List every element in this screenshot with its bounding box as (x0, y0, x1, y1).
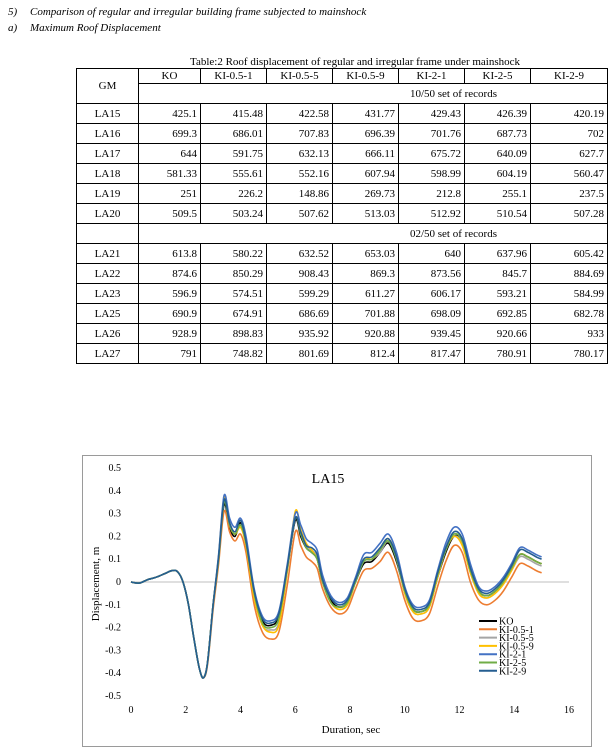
value-cell: 429.43 (399, 104, 465, 124)
value-cell: 908.43 (267, 264, 333, 284)
value-cell: 148.86 (267, 184, 333, 204)
y-tick-label: 0 (116, 577, 121, 588)
roof-displacement-chart (82, 455, 592, 747)
value-cell: 560.47 (531, 164, 608, 184)
group-label: 02/50 set of records (139, 224, 608, 244)
value-cell: 791 (139, 344, 201, 364)
value-cell: 507.28 (531, 204, 608, 224)
table-row (77, 244, 608, 264)
table-row (77, 164, 608, 184)
value-cell: 780.17 (531, 344, 608, 364)
value-cell: 748.82 (201, 344, 267, 364)
legend-label: KI-0.5-5 (499, 633, 534, 645)
column-header: KI-2-5 (465, 69, 531, 84)
table-row (77, 204, 608, 224)
subsection-heading-a: a) Maximum Roof Displacement (8, 22, 161, 34)
table-row (77, 324, 608, 344)
column-header: KI-0.5-1 (201, 69, 267, 84)
value-cell: 632.13 (267, 144, 333, 164)
gm-cell: LA22 (77, 264, 139, 284)
value-cell: 801.69 (267, 344, 333, 364)
gm-cell: LA26 (77, 324, 139, 344)
gm-cell: LA21 (77, 244, 139, 264)
value-cell: 226.2 (201, 184, 267, 204)
column-header: KO (139, 69, 201, 84)
table-caption: Table:2 Roof displacement of regular and irregular frame under mainshock (190, 56, 521, 68)
gm-cell: LA18 (77, 164, 139, 184)
x-tick-label: 4 (238, 705, 243, 716)
value-cell: 780.91 (465, 344, 531, 364)
value-cell: 845.7 (465, 264, 531, 284)
legend-label: KI-0.5-1 (499, 624, 534, 636)
legend-label: KI-0.5-9 (499, 641, 534, 653)
y-tick-label: -0.5 (105, 691, 121, 702)
x-tick-label: 0 (128, 705, 134, 716)
value-cell: 701.88 (333, 304, 399, 324)
y-tick-label: 0.2 (108, 531, 121, 543)
value-cell: 581.33 (139, 164, 201, 184)
value-cell: 696.39 (333, 124, 399, 144)
value-cell: 686.69 (267, 304, 333, 324)
value-cell: 513.03 (333, 204, 399, 224)
value-cell: 690.9 (139, 304, 201, 324)
value-cell: 604.19 (465, 164, 531, 184)
value-cell: 637.96 (465, 244, 531, 264)
table-row (77, 184, 608, 204)
table-row (77, 304, 608, 324)
value-cell: 884.69 (531, 264, 608, 284)
value-cell: 212.8 (399, 184, 465, 204)
value-cell: 237.5 (531, 184, 608, 204)
value-cell: 692.85 (465, 304, 531, 324)
table-row (77, 284, 608, 304)
y-tick-label: 0.4 (108, 485, 121, 497)
gm-cell: LA17 (77, 144, 139, 164)
gm-cell: LA23 (77, 284, 139, 304)
value-cell: 599.29 (267, 284, 333, 304)
value-cell: 935.92 (267, 324, 333, 344)
x-tick-label: 16 (564, 705, 574, 716)
x-tick-label: 14 (509, 705, 520, 716)
x-tick-label: 6 (292, 705, 298, 716)
legend-label: KI-2-5 (499, 658, 527, 669)
value-cell: 596.9 (139, 284, 201, 304)
value-cell: 674.91 (201, 304, 267, 324)
y-axis-label: Displacement, m (90, 546, 102, 622)
value-cell: 817.47 (399, 344, 465, 364)
value-cell: 420.19 (531, 104, 608, 124)
value-cell: 653.03 (333, 244, 399, 264)
column-header: KI-2-1 (399, 69, 465, 84)
table-row (77, 124, 608, 144)
value-cell: 687.73 (465, 124, 531, 144)
value-cell: 611.27 (333, 284, 399, 304)
y-tick-label: 0.1 (108, 554, 121, 566)
y-tick-label: 0.3 (108, 508, 121, 520)
value-cell: 584.99 (531, 284, 608, 304)
value-cell: 920.66 (465, 324, 531, 344)
group-label-row (77, 224, 608, 244)
value-cell: 251 (139, 184, 201, 204)
value-cell: 255.1 (465, 184, 531, 204)
group-label-blank (77, 224, 139, 244)
value-cell: 707.83 (267, 124, 333, 144)
value-cell: 552.16 (267, 164, 333, 184)
gm-cell: LA16 (77, 124, 139, 144)
chart-canvas (83, 456, 591, 746)
value-cell: 509.5 (139, 204, 201, 224)
value-cell: 698.09 (399, 304, 465, 324)
value-cell: 580.22 (201, 244, 267, 264)
y-tick-label: -0.1 (105, 599, 121, 611)
value-cell: 512.92 (399, 204, 465, 224)
value-cell: 632.52 (267, 244, 333, 264)
column-header: KI-2-9 (531, 69, 608, 84)
x-tick-label: 10 (399, 705, 410, 716)
value-cell: 593.21 (465, 284, 531, 304)
value-cell: 503.24 (201, 204, 267, 224)
value-cell: 873.56 (399, 264, 465, 284)
chart-title: LA15 (311, 472, 345, 487)
value-cell: 627.7 (531, 144, 608, 164)
value-cell: 686.01 (201, 124, 267, 144)
legend-label: KO (499, 616, 514, 628)
table-header-row (77, 69, 608, 84)
value-cell: 702 (531, 124, 608, 144)
gm-cell: LA15 (77, 104, 139, 124)
value-cell: 644 (139, 144, 201, 164)
value-cell: 422.58 (267, 104, 333, 124)
value-cell: 431.77 (333, 104, 399, 124)
y-tick-label: -0.3 (105, 645, 121, 657)
value-cell: 613.8 (139, 244, 201, 264)
legend-label: KI-2-9 (499, 666, 527, 678)
value-cell: 598.99 (399, 164, 465, 184)
table-row (77, 344, 608, 364)
value-cell: 933 (531, 324, 608, 344)
gm-cell: LA27 (77, 344, 139, 364)
value-cell: 507.62 (267, 204, 333, 224)
table-row (77, 144, 608, 164)
value-cell: 555.61 (201, 164, 267, 184)
table-row (77, 264, 608, 284)
value-cell: 666.11 (333, 144, 399, 164)
value-cell: 701.76 (399, 124, 465, 144)
x-tick-label: 12 (454, 705, 465, 716)
x-tick-label: 2 (183, 705, 189, 716)
y-tick-label: 0.5 (108, 463, 121, 474)
gm-cell: LA20 (77, 204, 139, 224)
value-cell: 928.9 (139, 324, 201, 344)
value-cell: 415.48 (201, 104, 267, 124)
value-cell: 426.39 (465, 104, 531, 124)
section-heading-5: 5) Comparison of regular and irregular building frame subjected to mainshock (8, 6, 367, 18)
value-cell: 606.17 (399, 284, 465, 304)
gm-cell: LA19 (77, 184, 139, 204)
value-cell: 425.1 (139, 104, 201, 124)
value-cell: 850.29 (201, 264, 267, 284)
gm-cell: LA25 (77, 304, 139, 324)
roof-displacement-table (76, 68, 608, 364)
column-header: KI-0.5-5 (267, 69, 333, 84)
series-line-ki-2-1 (131, 494, 542, 678)
value-cell: 682.78 (531, 304, 608, 324)
value-cell: 675.72 (399, 144, 465, 164)
value-cell: 607.94 (333, 164, 399, 184)
value-cell: 920.88 (333, 324, 399, 344)
value-cell: 874.6 (139, 264, 201, 284)
value-cell: 591.75 (201, 144, 267, 164)
x-axis-label: Duration, sec (321, 724, 381, 736)
value-cell: 812.4 (333, 344, 399, 364)
value-cell: 939.45 (399, 324, 465, 344)
value-cell: 510.54 (465, 204, 531, 224)
value-cell: 269.73 (333, 184, 399, 204)
legend-label: KI-2-1 (499, 649, 527, 661)
value-cell: 898.83 (201, 324, 267, 344)
group-label: 10/50 set of records (139, 84, 608, 104)
x-tick-label: 8 (347, 705, 353, 716)
table-row (77, 104, 608, 124)
value-cell: 869.3 (333, 264, 399, 284)
y-tick-label: -0.2 (105, 622, 121, 634)
value-cell: 574.51 (201, 284, 267, 304)
value-cell: 640.09 (465, 144, 531, 164)
y-tick-label: -0.4 (105, 668, 121, 680)
value-cell: 605.42 (531, 244, 608, 264)
column-header: KI-0.5-9 (333, 69, 399, 84)
group-label-row (77, 84, 608, 104)
gm-header: GM (77, 69, 139, 104)
value-cell: 640 (399, 244, 465, 264)
value-cell: 699.3 (139, 124, 201, 144)
